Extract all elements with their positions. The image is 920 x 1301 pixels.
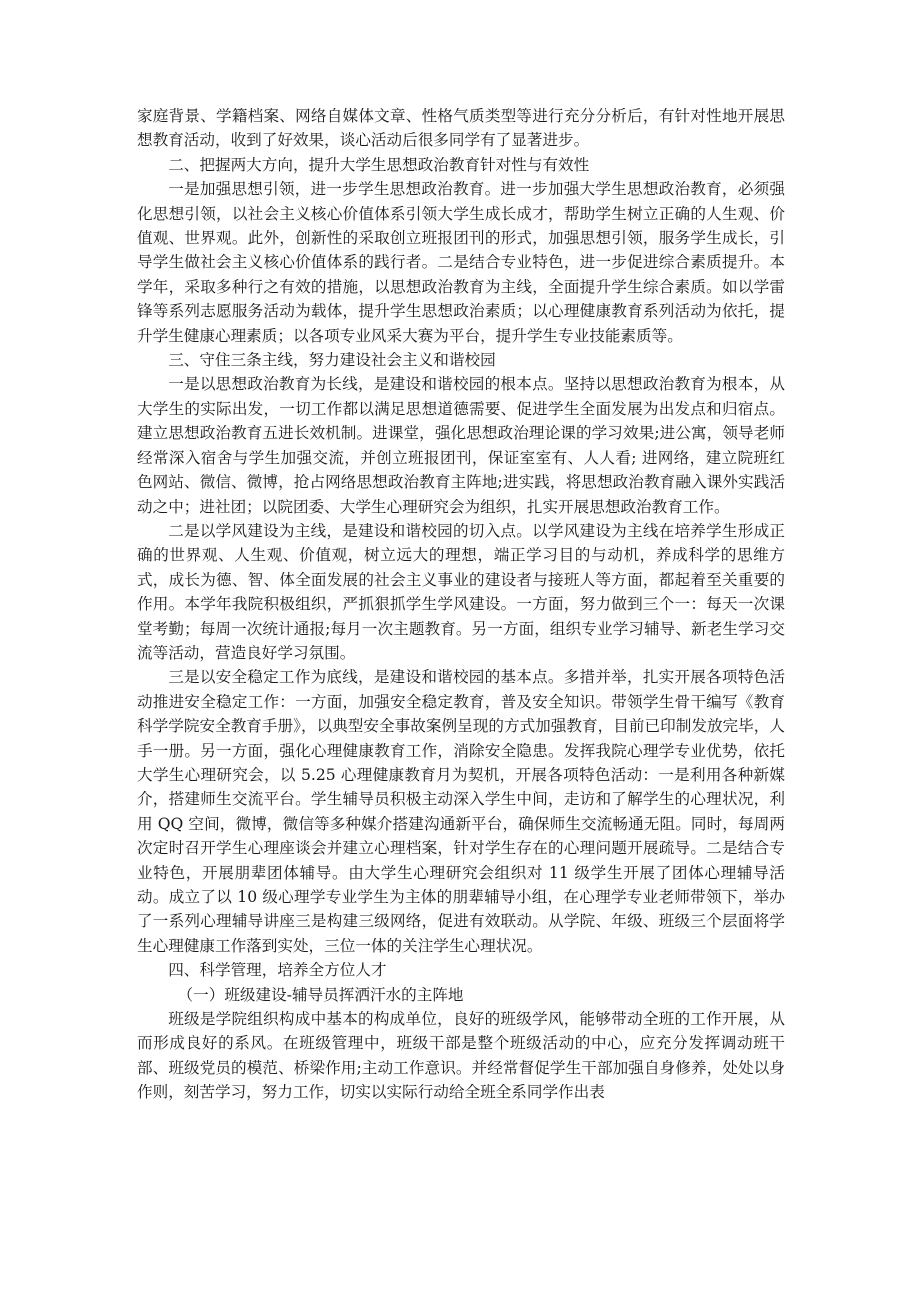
section-heading-4: 四、科学管理，培养全方位人才	[168, 961, 387, 980]
section-heading-2: 二、把握两大方向，提升大学生思想政治教育针对性与有效性	[168, 155, 590, 174]
paragraph-thought-guidance: 一是加强思想引领，进一步学生思想政治教育。进一步加强大学生思想政治教育，必须强化思想引领，以社会主义核心价值体系引领大学生成长成才，帮助学生树立正确的人生观、价值观、世界观。此外，创新性的采取创立班报团刊的形式，加强思想引领，服务学生成长，引导学生做社会主义核心价值体系的践行者。二是结合专业特色，进一步促进综合素质提升。本学年，采取多种行之有效的措施，以思想政治教育为主线，全面提升学生综合素质。如以学雷锋等系列志愿服务活动为载体，提升学生思想政治素质；以心理健康教育系列活动为依托，提升学生健康心理素质；以各项专业风采大赛为平台，提升学生专业技能素质等。	[137, 180, 785, 345]
subsection-heading-4-1: （一）班级建设-辅导员挥洒汗水的主阵地	[177, 985, 464, 1004]
section-heading-3: 三、守住三条主线，努力建设社会主义和谐校园	[168, 351, 496, 370]
paragraph-safety-stability: 三是以安全稳定工作为底线，是建设和谐校园的基本点。多措并举，扎实开展各项特色活动推进安全稳定工作：一方面，加强安全稳定教育，普及安全知识。带领学生骨干编写《教育科学学院安全教育手册》，以典型安全事故案例呈现的方式加强教育，目前已印制发放完毕，人手一册。另一方面，强化心理健康教育工作，消除安全隐患。发挥我院心理学专业优势，依托大学生心理研究会，以 5.25 心理健康教育月为契机，开展各项特色活动：一是利用各种新媒介，搭建师生交流平台。学生辅导员积极主动深入学生中间，走访和了解学生的心理状况，利用 QQ 空间，微博，微信等多种媒介搭建沟通新平台，确保师生交流畅通无阻。同时，每周两次定时召开学生心理座谈会并建立心理档案，针对学生存在的心理问题开展疏导。二是结合专业特色，开展朋辈团体辅导。由大学生心理研究会组织对 11 级学生开展了团体心理辅导活动。成立了以 10 级心理学专业学生为主体的朋辈辅导小组，在心理学专业老师带领下，举办了一系列心理辅导讲座三是构建三级网络，促进有效联动。从学院、年级、班级三个层面将学生心理健康工作落到实处，三位一体的关注学生心理状况。	[137, 668, 785, 955]
document-page	[137, 104, 785, 1105]
paragraph-continuation: 家庭背景、学籍档案、网络自媒体文章、性格气质类型等进行充分分析后，有针对性地开展思想教育活动，收到了好效果，谈心活动后很多同学有了显著进步。	[137, 107, 785, 150]
paragraph-political-education: 一是以思想政治教育为长线，是建设和谐校园的根本点。坚持以思想政治教育为根本，从大学生的实际出发，一切工作都以满足思想道德需要、促进学生全面发展为出发点和归宿点。建立思想政治教育五进长效机制。进课堂，强化思想政治理论课的学习效果;进公寓，领导老师经常深入宿舍与学生加强交流，并创立班报团刊，保证室室有、人人看; 进网络，建立院班红色网站、微信、微博，抢占网络思想政治教育主阵地;进实践，将思想政治教育融入课外实践活动之中；进社团；以院团委、大学生心理研究会为组织，扎实开展思想政治教育工作。	[137, 375, 785, 516]
paragraph-study-style: 二是以学风建设为主线，是建设和谐校园的切入点。以学风建设为主线在培养学生形成正确的世界观、人生观、价值观，树立远大的理想，端正学习目的与动机，养成科学的思维方式，成长为德、智、体全面发展的社会主义事业的建设者与接班人等方面，都起着至关重要的作用。本学年我院积极组织，严抓狠抓学生学风建设。一方面，努力做到三个一：每天一次课堂考勤；每周一次统计通报;每月一次主题教育。另一方面，组织专业学习辅导、新老生学习交流等活动，营造良好学习氛围。	[137, 521, 785, 662]
paragraph-class-building: 班级是学院组织构成中基本的构成单位，良好的班级学风，能够带动全班的工作开展，从而形成良好的系风。在班级管理中，班级干部是整个班级活动的中心，应充分发挥调动班干部、班级党员的模范、桥梁作用;主动工作意识。并经常督促学生干部加强自身修养，处处以身作则，刻苦学习，努力工作，切实以实际行动给全班全系同学作出表	[137, 1010, 785, 1102]
